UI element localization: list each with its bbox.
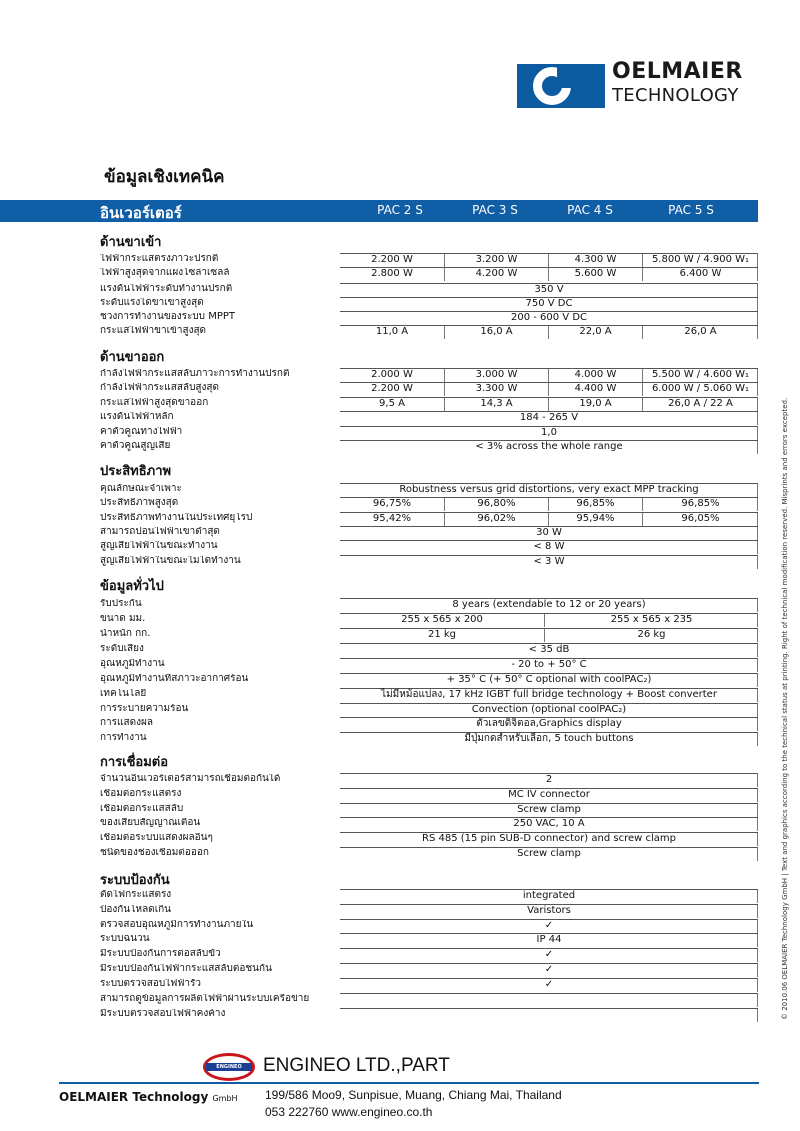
spec-value: 5.800 W / 4.900 W₁ (642, 254, 758, 267)
spec-label: สูญเสียไฟฟ้าในขณะไมไดทำงาน (100, 556, 241, 566)
spec-value: 21 kg (427, 629, 457, 640)
spec-value: integrated (522, 890, 576, 901)
spec-values (340, 325, 758, 339)
spec-value: RS 485 (15 pin SUB-D connector) and screw clamp (422, 833, 676, 844)
spec-value: 2.800 W (371, 268, 413, 279)
footer-brand (59, 1090, 238, 1104)
spec-values (340, 732, 758, 746)
spec-row (100, 732, 758, 746)
spec-row (100, 933, 758, 947)
spec-value: 255 x 565 x 200 (401, 614, 483, 625)
spec-value: 4.400 W (548, 383, 642, 396)
spec-label: มีระบบป้องกันการต่อสลับขั้ว (100, 949, 221, 959)
spec-row (100, 512, 758, 526)
spec-values (340, 526, 758, 540)
spec-value: 5.600 W (548, 268, 642, 281)
spec-value: 5.500 W / 4.600 W₁ (642, 369, 758, 382)
spec-row (100, 889, 758, 903)
spec-row (100, 703, 758, 717)
spec-values (340, 904, 758, 918)
spec-label: สูญเสียไฟฟ้าในขณะทำงาน (100, 541, 218, 551)
spec-value: 3.000 W (444, 369, 548, 382)
spec-values (340, 963, 758, 977)
spec-value: 96,05% (642, 513, 758, 526)
spec-value (340, 1009, 758, 1022)
spec-value: 19,0 A (548, 398, 642, 411)
engineo-logo (203, 1053, 255, 1081)
spec-label: กำลังไฟฟ้ากระแสสลับสูงสุด (100, 383, 219, 393)
spec-value: ✓ (544, 949, 554, 960)
spec-row (100, 904, 758, 918)
footer-company: ENGINEO LTD.,PART (263, 1055, 450, 1076)
spec-label: ตรวจสอบอุณหภูมิการทำงานภายใน (100, 920, 254, 930)
spec-label: รับประกัน (100, 599, 142, 609)
spec-label: ระดับเสียง (100, 644, 144, 654)
spec-row (100, 426, 758, 440)
spec-value: 4.000 W (548, 369, 642, 382)
spec-value: ตัวเลขดิจิตอล,Graphics display (476, 718, 622, 729)
spec-values (340, 948, 758, 962)
spec-row (100, 717, 758, 731)
spec-value: 9,5 A (379, 398, 405, 409)
spec-row (100, 397, 758, 411)
spec-values (340, 283, 758, 297)
spec-label: คาตัวคูณสูญเสีย (100, 441, 171, 451)
spec-label: อุณหภูมิทำงานที่สภาวะอากาศร้อน (100, 674, 249, 684)
spec-value: 2.000 W (371, 369, 413, 380)
spec-label: ระบบฉนวน (100, 934, 150, 944)
spec-row (100, 1008, 758, 1022)
spec-values (340, 397, 758, 411)
spec-values (340, 688, 758, 702)
spec-values (340, 368, 758, 382)
spec-value: 255 x 565 x 235 (544, 614, 758, 627)
spec-value: 30 W (536, 527, 562, 538)
spec-value: 3.300 W (444, 383, 548, 396)
spec-row (100, 832, 758, 846)
spec-label: การทำงาน (100, 733, 147, 743)
section-title: การเชื่อมต่อ (100, 755, 169, 770)
spec-label: เชื่อมต่อกระแสสลับ (100, 804, 184, 814)
spec-values (340, 993, 758, 1007)
spec-values (340, 889, 758, 903)
spec-value: 11,0 A (375, 326, 409, 337)
spec-label: ชนิดของช่องเชื่อมต่อออก (100, 848, 209, 858)
spec-value: ✓ (544, 979, 554, 990)
spec-value: 750 V DC (525, 298, 573, 309)
spec-value: 1,0 (541, 427, 557, 438)
spec-label: ชวงการทำงานของระบบ MPPT (100, 312, 236, 322)
spec-values (340, 803, 758, 817)
spec-value: Convection (optional coolPAC₂) (471, 704, 627, 715)
logo-line2: TECHNOLOGY (612, 85, 739, 106)
spec-label: ประสิทธิภาพทำงานในประเทศยุโรป (100, 513, 253, 523)
spec-row (100, 526, 758, 540)
spec-values (340, 297, 758, 311)
engineo-logo-text: ENGINEO (206, 1063, 252, 1071)
spec-value: Varistors (527, 905, 571, 916)
spec-row (100, 598, 758, 612)
spec-value: ไม่มีหม้อแปลง, 17 kHz IGBT full bridge technology + Boost converter (381, 689, 717, 700)
page-title: ข้อมูลเชิงเทคนิค (104, 167, 225, 187)
spec-row (100, 497, 758, 511)
spec-row (100, 847, 758, 861)
spec-value: 26,0 A / 22 A (642, 398, 758, 411)
spec-label: เชื่อมต่อระบบแสดงผลอื่นๆ (100, 833, 213, 843)
spec-values (340, 598, 758, 612)
spec-row (100, 311, 758, 325)
spec-value: 3.200 W (444, 254, 548, 267)
spec-label: ของเสียบสัญญาณเตือน (100, 818, 201, 828)
column-header: PAC 4 S (567, 203, 613, 217)
oelmaier-logo-text (612, 61, 743, 105)
spec-value: 26,0 A (642, 326, 758, 339)
spec-values (340, 717, 758, 731)
spec-values (340, 978, 758, 992)
spec-label: มีระบบตรวจสอบไฟฟ้าคงค้าง (100, 1009, 226, 1019)
spec-row (100, 993, 758, 1007)
spec-row (100, 555, 758, 569)
spec-label: ไฟฟ้ากระแสตรงภาวะปรกติ (100, 254, 219, 264)
spec-row (100, 658, 758, 672)
spec-value: + 35° C (+ 50° C optional with coolPAC₂) (446, 674, 652, 685)
spec-row (100, 382, 758, 396)
spec-row (100, 919, 758, 933)
spec-value: 96,75% (372, 498, 412, 509)
spec-value: 2 (545, 774, 553, 785)
spec-value: ✓ (544, 920, 554, 931)
footer-divider (59, 1082, 759, 1084)
spec-values (340, 673, 758, 687)
spec-row (100, 440, 758, 454)
spec-values (340, 658, 758, 672)
section-title: ระบบป้องกัน (100, 873, 170, 888)
spec-value: - 20 to + 50° C (511, 659, 587, 670)
spec-row (100, 411, 758, 425)
spec-values (340, 411, 758, 425)
spec-row (100, 283, 758, 297)
spec-value: 200 - 600 V DC (510, 312, 588, 323)
spec-value: 4.300 W (548, 254, 642, 267)
spec-value: ✓ (544, 964, 554, 975)
spec-row (100, 483, 758, 497)
spec-row (100, 253, 758, 267)
oelmaier-logo (517, 59, 762, 112)
spec-value: 350 V (534, 284, 564, 295)
spec-values (340, 1008, 758, 1022)
spec-value: 95,42% (372, 513, 412, 524)
spec-values (340, 933, 758, 947)
spec-row (100, 773, 758, 787)
spec-label: แรงดันไฟฟ้าหลัก (100, 412, 174, 422)
spec-values (340, 440, 758, 454)
spec-value: 96,80% (444, 498, 548, 511)
spec-values (340, 628, 758, 642)
spec-value: IP 44 (536, 934, 562, 945)
column-header: PAC 2 S (377, 203, 423, 217)
table-name: อินเวอร์เตอร์ (100, 204, 182, 222)
spec-value: Robustness versus grid distortions, very exact MPP tracking (399, 484, 699, 495)
spec-row (100, 803, 758, 817)
spec-row (100, 978, 758, 992)
spec-value: 2.200 W (371, 383, 413, 394)
spec-value: 22,0 A (548, 326, 642, 339)
oelmaier-logo-mark (517, 64, 605, 108)
spec-values (340, 497, 758, 511)
spec-label: คุณลักษณะจำเพาะ (100, 484, 182, 494)
spec-label: กระแสไฟฟ้าสูงสุดขาออก (100, 398, 209, 408)
footer-brand-name: OELMAIER Technology (59, 1090, 209, 1104)
spec-row (100, 673, 758, 687)
spec-row (100, 688, 758, 702)
spec-value: 95,94% (548, 513, 642, 526)
spec-label: ระดับแรงไดขาเขาสูงสุด (100, 298, 204, 308)
spec-values (340, 311, 758, 325)
section-title: ข้อมูลทั่วไป (100, 579, 164, 594)
spec-row (100, 613, 758, 627)
copyright-note: © 2010.06 OELMAIER Technology GmbH | Text and graphics according to the technical status at printing. Right of technical modification reserved. Misprints and errors excepted. (781, 397, 789, 1020)
spec-label: จำนวนอินเวอร์เตอร์สามารถเชื่อมต่อกันได้ (100, 774, 281, 784)
spec-label: คาตัวคูณทางไฟฟ้า (100, 427, 183, 437)
spec-label: มีระบบป้องกันไฟฟ้ากระแสสลับต่อชนกัน (100, 964, 272, 974)
spec-value: 96,85% (642, 498, 758, 511)
spec-value: < 3 W (533, 556, 565, 567)
spec-values (340, 483, 758, 497)
table-header (0, 200, 758, 222)
spec-row (100, 267, 758, 281)
spec-label: กำลังไฟฟ้ากระแสสลับภาวะการทำงานปรกติ (100, 369, 290, 379)
spec-label: ป้องกันโหลดเกิน (100, 905, 172, 915)
spec-value: มีปุ่มกดสำหรับเลือก, 5 touch buttons (464, 733, 634, 744)
spec-values (340, 512, 758, 526)
spec-label: ระบบตรวจสอบไฟฟ้ารั่ว (100, 979, 202, 989)
footer-brand-sub: GmbH (212, 1094, 238, 1103)
spec-value (340, 994, 758, 1007)
spec-value: 96,85% (548, 498, 642, 511)
spec-row (100, 963, 758, 977)
spec-value: Screw clamp (517, 848, 581, 859)
spec-label: อุณหภูมิทำงาน (100, 659, 165, 669)
spec-value: 4.200 W (444, 268, 548, 281)
spec-value: 26 kg (544, 629, 758, 642)
section-title: ด้านขาเข้า (100, 235, 162, 250)
spec-value: 184 - 265 V (519, 412, 579, 423)
spec-label: เทคโนโลยี (100, 689, 147, 699)
spec-values (340, 267, 758, 281)
spec-value: 6.000 W / 5.060 W₁ (642, 383, 758, 396)
spec-label: น้ำหนัก กก. (100, 629, 151, 639)
spec-row (100, 788, 758, 802)
spec-values (340, 555, 758, 569)
spec-label: ขนาด มม. (100, 614, 146, 624)
spec-label: กระแสไฟฟ้าขาเข้าสูงสุด (100, 326, 207, 336)
spec-values (340, 253, 758, 267)
spec-label: ไฟฟ้าสูงสุดจากแผงโซล่าเซลล์ (100, 268, 230, 278)
spec-values (340, 817, 758, 831)
spec-values (340, 788, 758, 802)
spec-row (100, 948, 758, 962)
spec-label: ประสิทธิภาพสูงสุด (100, 498, 179, 508)
spec-label: แรงดันไฟฟ้าระดับทำงานปรกติ (100, 284, 233, 294)
section-title: ประสิทธิภาพ (100, 464, 172, 479)
spec-value: 16,0 A (444, 326, 548, 339)
spec-values (340, 919, 758, 933)
spec-label: ตัดไฟกระแสตรง (100, 890, 172, 900)
spec-values (340, 426, 758, 440)
spec-row (100, 643, 758, 657)
spec-value: MC IV connector (508, 789, 590, 800)
spec-value: < 3% across the whole range (475, 441, 623, 452)
spec-row (100, 628, 758, 642)
spec-values (340, 540, 758, 554)
spec-values (340, 382, 758, 396)
spec-values (340, 847, 758, 861)
section-title: ด้านขาออก (100, 350, 165, 365)
spec-value: Screw clamp (517, 804, 581, 815)
spec-label: การระบายความร้อน (100, 704, 189, 714)
spec-values (340, 773, 758, 787)
spec-value: 6.400 W (642, 268, 758, 281)
spec-row (100, 540, 758, 554)
spec-label: การแสดงผล (100, 718, 153, 728)
spec-label: สามารถปอนไฟฟ้าเขาต่ำสุด (100, 527, 220, 537)
spec-row (100, 368, 758, 382)
footer-address: 199/586 Moo9, Sunpisue, Muang, Chiang Mai, Thailand (265, 1088, 562, 1102)
spec-value: 2.200 W (371, 254, 413, 265)
spec-row (100, 297, 758, 311)
spec-value: < 8 W (533, 541, 565, 552)
column-header: PAC 3 S (472, 203, 518, 217)
spec-row (100, 325, 758, 339)
spec-label: สามารถดูข้อมูลการผลิตไฟฟ้าผ่านระบบเครือข่าย (100, 994, 310, 1004)
spec-value: 14,3 A (444, 398, 548, 411)
column-header: PAC 5 S (668, 203, 714, 217)
spec-values (340, 643, 758, 657)
footer-address-block (265, 1087, 562, 1121)
spec-row (100, 817, 758, 831)
spec-values (340, 703, 758, 717)
spec-value: 96,02% (444, 513, 548, 526)
logo-line1: OELMAIER (612, 59, 743, 84)
footer-contact: 053 222760 www.engineo.co.th (265, 1105, 433, 1119)
spec-value: 250 VAC, 10 A (513, 818, 585, 829)
spec-values (340, 832, 758, 846)
spec-values (340, 613, 758, 627)
spec-value: 8 years (extendable to 12 or 20 years) (452, 599, 646, 610)
spec-value: < 35 dB (528, 644, 570, 655)
spec-label: เชื่อมต่อกระแสตรง (100, 789, 182, 799)
